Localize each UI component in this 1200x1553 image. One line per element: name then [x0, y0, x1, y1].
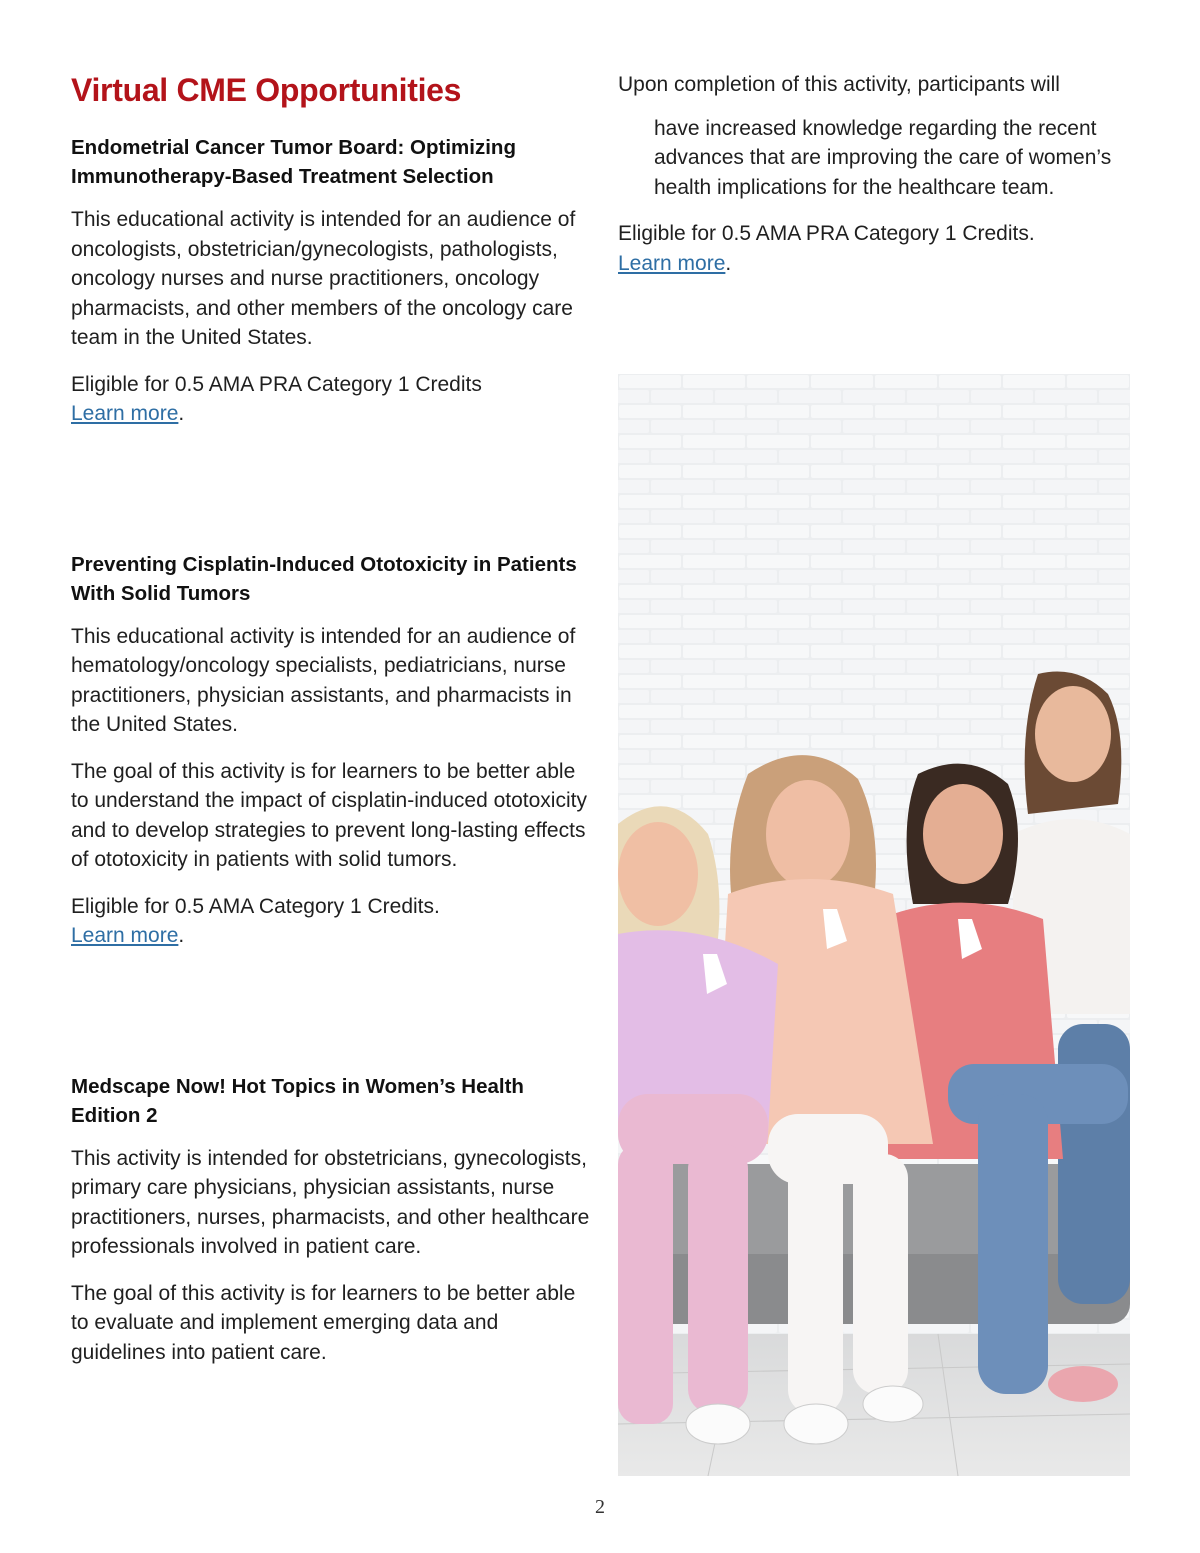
credits-text: Eligible for 0.5 AMA PRA Category 1 Credits. — [618, 222, 1035, 245]
group-photo-women-pink-ribbons-icon — [618, 374, 1130, 1476]
spacer — [71, 968, 591, 1072]
objectives-intro: Upon completion of this activity, participants will — [618, 73, 1060, 96]
activity-heading: Preventing Cisplatin-Induced Ototoxicity in Patients With Solid Tumors — [71, 552, 577, 605]
activity-heading: Medscape Now! Hot Topics in Women’s Health Edition 2 — [71, 1074, 524, 1127]
right-column — [618, 70, 1130, 278]
credits-text: Eligible for 0.5 AMA PRA Category 1 Credits — [71, 372, 482, 396]
activity-credits: Eligible for 0.5 AMA PRA Category 1 Credits. Learn more. — [618, 222, 1035, 275]
activity-endometrial-cancer — [71, 133, 591, 429]
activity-audience: This educational activity is intended for an audience of oncologists, obstetrician/gynecologists, pathologists, oncology nurses and nurse practitioners, oncology pharmacists, and other members of the oncology care team in the United States. — [71, 208, 576, 349]
activity-goal: The goal of this activity is for learners to be better able to understand the impact of cisplatin-induced ototoxicity and to develop strategies to prevent long-lasting effects of ototoxicity in patients with solid tumors. — [71, 759, 587, 871]
learn-more-link[interactable]: Learn more — [618, 251, 726, 275]
activity-womens-health — [71, 1072, 591, 1368]
activity-audience: This educational activity is intended for an audience of hematology/oncology specialists, pediatricians, nurse practitioners, physician assistants, and pharmacists in the United States. — [71, 624, 576, 736]
page-title: Virtual CME Opportunities — [71, 72, 462, 108]
activity-goal: The goal of this activity is for learners to be better able to evaluate and implement emerging data and guidelines into patient care. — [71, 1281, 576, 1364]
activity-credits: Eligible for 0.5 AMA PRA Category 1 Credits Learn more. — [71, 372, 482, 425]
learn-more-link[interactable]: Learn more — [71, 924, 179, 947]
spacer — [71, 446, 591, 550]
activity-cisplatin-ototoxicity — [71, 550, 591, 951]
activity-audience: This activity is intended for obstetricians, gynecologists, primary care physicians, physician assistants, nurse practitioners, nurses, pharmacists, and other healthcare professionals involved in patient care. — [71, 1146, 590, 1258]
learn-more-link[interactable]: Learn more — [71, 402, 179, 425]
page-number: 2 — [595, 1496, 605, 1518]
activity-heading: Endometrial Cancer Tumor Board: Optimizing Immunotherapy-Based Treatment Selection — [71, 136, 516, 188]
activity-credits: Eligible for 0.5 AMA Category 1 Credits. Learn more. — [71, 894, 440, 947]
objectives-text: have increased knowledge regarding the recent advances that are improving the care of women’s health implications for the healthcare team. — [654, 116, 1112, 199]
group-photo — [618, 374, 1130, 1476]
left-column — [71, 72, 591, 1384]
credits-text: Eligible for 0.5 AMA Category 1 Credits. — [71, 894, 440, 918]
